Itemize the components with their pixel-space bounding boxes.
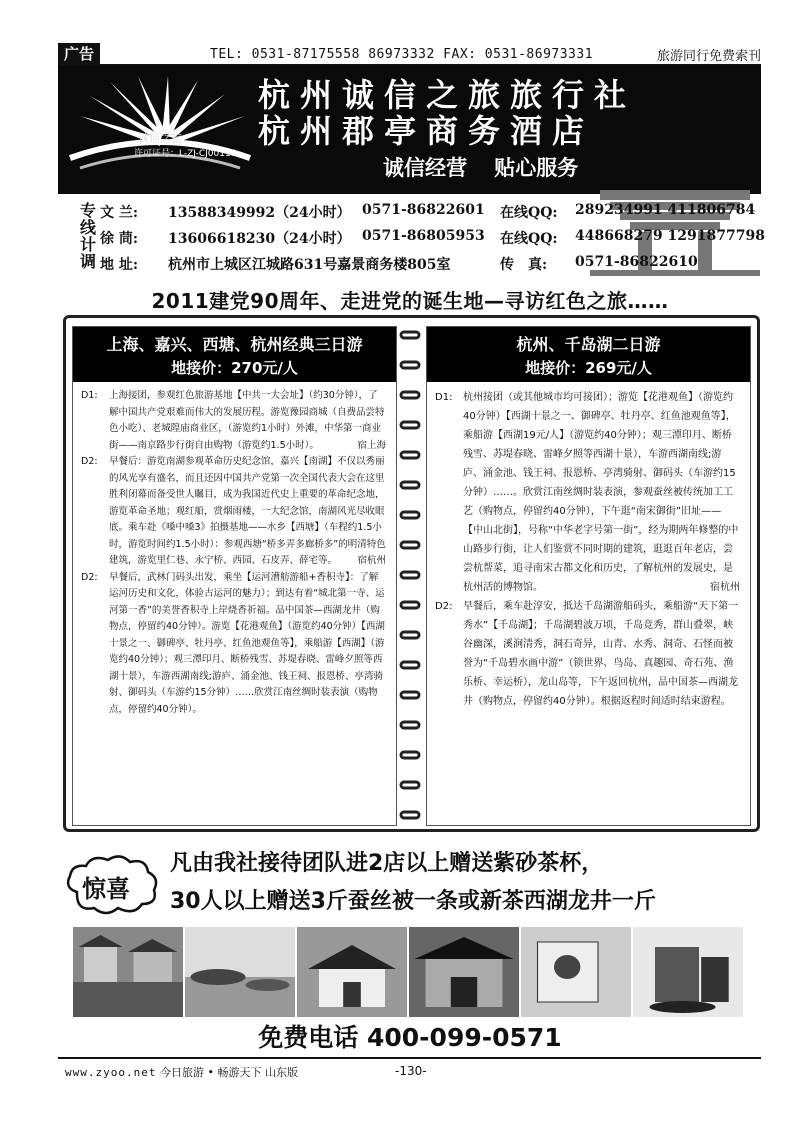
itinerary-day <box>81 388 386 454</box>
surprise-label: 惊喜 <box>82 875 130 903</box>
hotel-name: 杭州郡亭商务酒店 <box>258 112 595 150</box>
overnight: 宿杭州 <box>357 555 386 566</box>
promo-line: 30人以上赠送3斤蚕丝被一条或新茶西湖龙井一斤 <box>170 889 656 914</box>
itinerary <box>73 382 396 718</box>
photo-strip <box>73 927 743 1017</box>
contact-row <box>100 228 765 248</box>
address: 杭州市上城区江城路631号嘉景商务楼805室 <box>168 257 451 273</box>
top-bar <box>58 44 761 66</box>
day-label: D1: <box>435 392 453 403</box>
qq-label: 在线QQ: <box>500 205 558 221</box>
contact-row <box>100 202 760 222</box>
fax-number[interactable]: 0571-86822610 <box>575 254 698 270</box>
slogan: 诚信经营 贴心服务 <box>383 156 579 180</box>
day-label: D2: <box>435 601 453 612</box>
tour-price: 地接价：269元/人 <box>525 359 652 377</box>
tour-header <box>427 327 750 382</box>
mobile-number[interactable]: 13588349992（24小时） <box>168 205 351 221</box>
water-town-photo <box>73 927 183 1017</box>
tea-gift-photo <box>521 927 631 1017</box>
tour-card <box>72 326 397 826</box>
page-number: -130- <box>395 1064 427 1078</box>
spiral-binding-icon <box>399 322 421 827</box>
day-text: 早餐后，乘车赴淳安，抵达千岛湖游船码头，乘船游“天下第一秀水”【千岛湖】；千岛湖碧波万顷，千岛竞秀，群山叠翠，峡谷幽深，溪涧清秀，洞石奇异，山青、水秀、洞奇、石怪而被誉为“千岛碧水画中游”（锁世界、鸟岛、真趣园、奇石苑、渔乐桥、幸运桥），龙山岛等，下午返回杭州，品中国茶—西湖龙井（购物点，停留约40分钟）。根据返程时间适时结束游程。 <box>463 601 739 707</box>
address-row <box>100 254 760 274</box>
hotline-label: 专线计调 <box>80 201 97 271</box>
gate-photo <box>409 927 519 1017</box>
logo-name: 诚信之旅 <box>138 132 182 145</box>
contact-name: 文 兰: <box>100 205 139 221</box>
phone-number[interactable]: 0571-86822601 <box>362 202 485 218</box>
phone-number[interactable]: 0571-86805953 <box>362 228 485 244</box>
footer-slogan: 今日旅游 • 畅游天下 <box>159 1066 262 1079</box>
day-label: D2: <box>81 456 98 467</box>
free-catalog-note: 旅游同行免费索刊 <box>656 48 761 64</box>
day-text: 早餐后：游览南湖参观革命历史纪念馆，嘉兴【南湖】不仅以秀丽的风光享有盛名，而且还因中国共产党第一次全国代表大会在这里胜利闭幕而备受世人瞩目，成为我国近代史上重要的革命纪念地，游览革命圣地；观红船，赏烟雨楼，一大纪念馆，南湖风光尽收眼底。乘车赴《嗓中嗓3》拍摄基地——水乡【西塘】（车程约1.5小时，游览时间约1.5小时）：参观西塘“桥多弄多廊桥多”的明清特色建筑，游览里仁巷、永宁桥、西园、石皮弄、薛宅等。 <box>109 456 386 566</box>
day-text: 杭州接团（或其他城市均可接团）；游览【花港观鱼】（游览约40分钟）【西湖十景之一、御碑亭、牡丹亭、红鱼池观鱼等】，乘船游【西湖19元/人】（游览约40分钟）；观三潭印月、断桥残雪、苏堤春晓、雷峰夕照等西湖十景），车游西湖南线;游庐、涌金池、钱王祠、报恩桥、亭湾骑射、御码头（车游约15分钟）……。欣赏江南丝绸时装表演，参观蚕丝被传统加工工艺（购物点，停留约40分钟），下午逛“南宋御街”旧址——【中山北街】，号称“中华老字号第一街”，经为期两年修整的中山路步行街，让人们鉴赏不同时期的建筑，逛逛百年老店，尝尝杭帮菜，追寻南宋古都文化和历史，了解杭州的发展史，是杭州活的博物馆。 <box>463 392 739 593</box>
promo-line: 凡由我社接待团队进2店以上赠送紫砂茶杯， <box>170 851 604 876</box>
edition: 山东版 <box>264 1066 298 1079</box>
day-text: 上海接团，参观红色旅游基地【中共一大会址】（约30分钟），了解中国共产党艰难而伟大的发展历程。游览豫园商城（自费品尝特色小吃）、老城隍庙商业区，（游览约1小时）外滩，中华第一商业街——南京路步行街自由购物（游览约1.5小时）。 <box>109 390 385 451</box>
overnight: 宿上海 <box>357 439 386 451</box>
itinerary-day <box>435 597 740 711</box>
tour-title: 杭州、千岛湖二日游 <box>516 335 661 354</box>
contact-block <box>60 200 765 280</box>
tour-header <box>73 327 396 382</box>
fax-label: 传 真: <box>500 257 548 273</box>
agency-name: 杭州诚信之旅旅行社 <box>258 76 637 114</box>
toll-free-phone[interactable]: 免费电话 400-099-0571 <box>258 1023 562 1052</box>
tour-card <box>426 326 751 826</box>
tea-cup-photo <box>633 927 743 1017</box>
tour-notebook <box>63 315 760 832</box>
day-text: 早餐后，武林门码头出发，乘坐【运河漕舫游船+香积寺】：了解运河历史和文化，体验古运河的魅力）；到达有着“城北第一寺、运河第一香”的美誉香积寺上岸烧香祈福。品中国茶—西湖龙井（购物点，停留约40分钟）。游览【花港观鱼】（游览约40分钟）【西湖十景之一、御碑亭、牡丹亭、红鱼池观鱼等】，乘船游【西湖】（游览约40分钟）；观三潭印月、断桥残雪、苏堤春晓、雷峰夕照等西湖十景），车游西湖南线;游庐、涌金池、钱王祠、报恩桥、亭湾骑射、御码头（车游约15分钟）……欣赏江南丝绸时装表演（购物点，停留约40分钟）。 <box>109 571 385 715</box>
headline-banner: 2011建党90周年、走进党的诞生地—寻访红色之旅…… <box>151 289 669 313</box>
promotion <box>60 842 760 924</box>
qq-number[interactable]: 289234991 411806784 <box>575 202 756 218</box>
day-label: D1: <box>81 390 98 401</box>
tel-fax-line: TEL: 0531-87175558 86973332 FAX: 0531-86973331 <box>210 46 594 62</box>
overnight: 宿杭州 <box>710 582 740 593</box>
address-label: 地 址: <box>100 257 139 273</box>
bottom-divider <box>58 1057 761 1059</box>
qq-number[interactable]: 448668279 1291877798 <box>575 228 765 244</box>
ad-tag: 广告 <box>58 43 100 65</box>
itinerary-day <box>435 388 740 597</box>
agency-header <box>58 66 761 194</box>
itinerary <box>427 382 750 711</box>
footer <box>65 1064 298 1080</box>
tour-title: 上海、嘉兴、西塘、杭州经典三日游 <box>106 335 363 354</box>
website-link[interactable]: www.zyoo.net <box>65 1066 157 1079</box>
itinerary-day <box>81 454 386 570</box>
temple-photo <box>297 927 407 1017</box>
day-label: D2: <box>81 571 98 583</box>
mobile-number[interactable]: 13606618230（24小时） <box>168 231 351 247</box>
contact-name: 徐 茼: <box>100 231 139 247</box>
itinerary-day <box>81 570 386 719</box>
license-number: 许可证号：L-ZJ-CJ00116 <box>134 149 237 159</box>
qq-label: 在线QQ: <box>500 231 558 247</box>
tour-price: 地接价：270元/人 <box>171 359 298 377</box>
thousand-island-lake-photo <box>185 927 295 1017</box>
